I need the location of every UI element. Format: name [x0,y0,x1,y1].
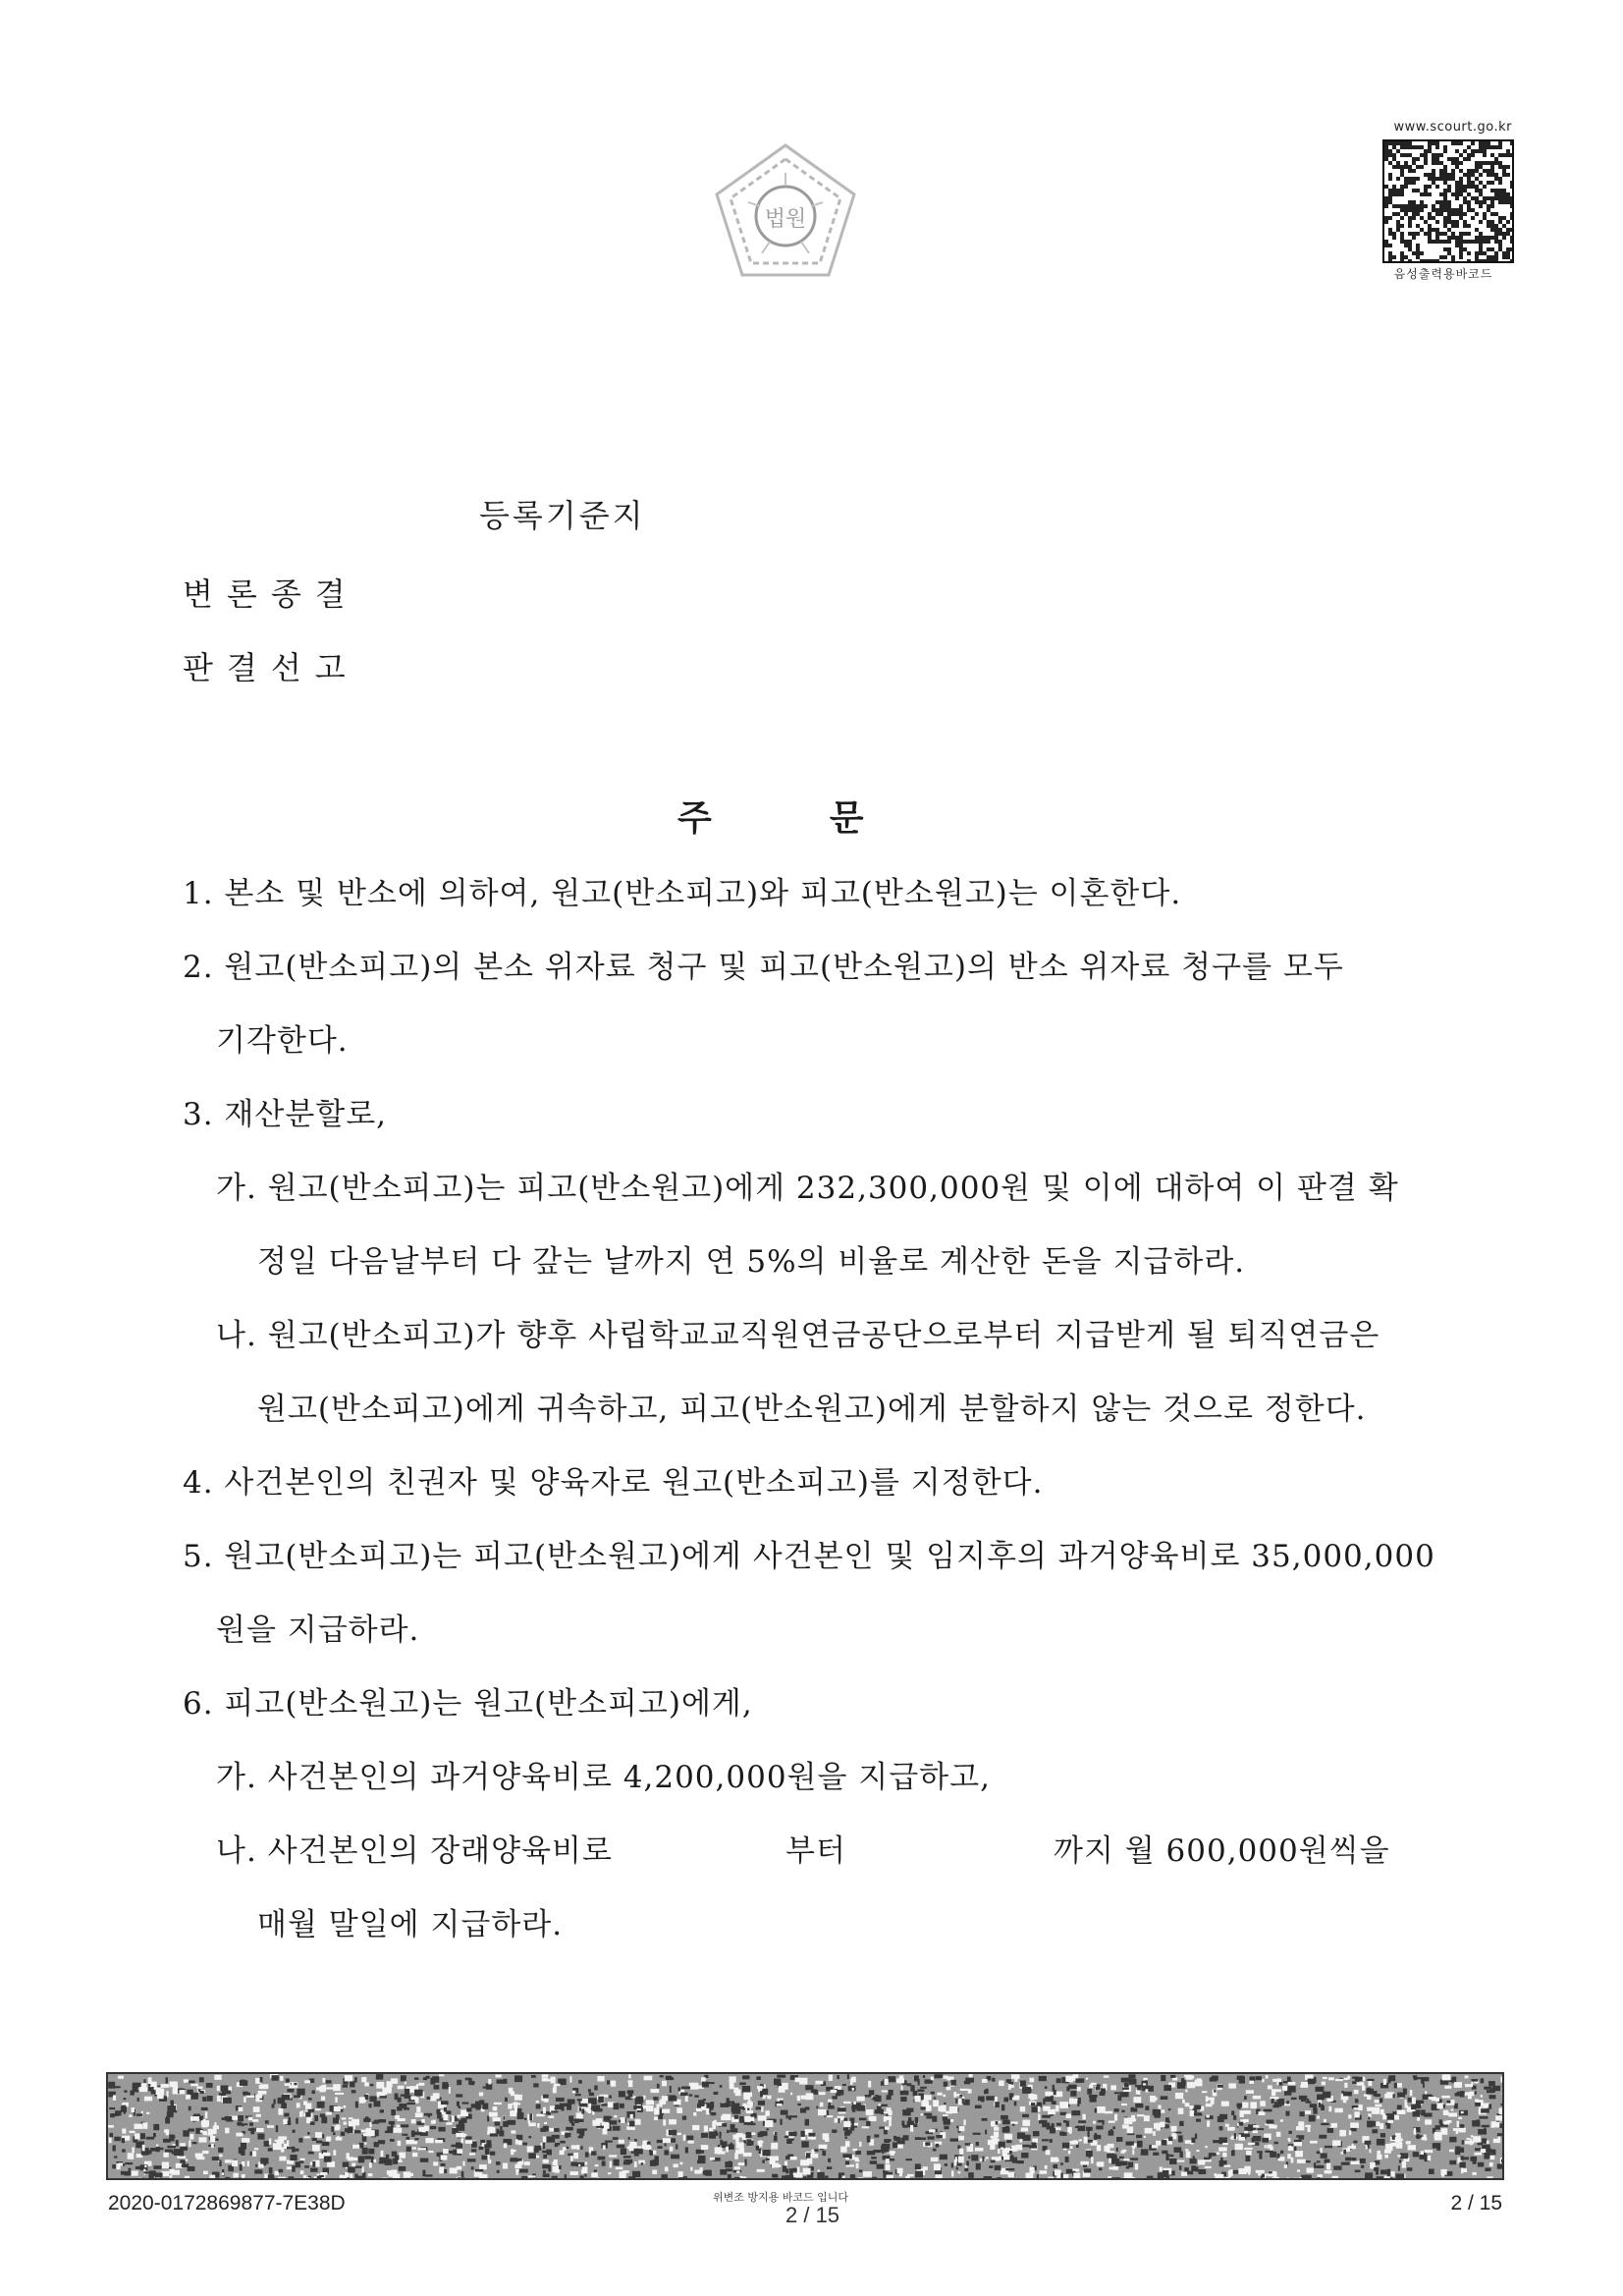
order-line: 기각한다. [216,1023,349,1059]
document-id: 2020-0172869877-7E38D [108,2192,346,2214]
page-number-right: 2 / 15 [1450,2192,1502,2214]
order-line: 나. 사건본인의 장래양육비로 [216,1833,613,1869]
order-line: 가. 원고(반소피고)는 피고(반소원고)에게 232,300,000원 및 이에 대하여 이 판결 확 [216,1171,1399,1206]
order-line: 매월 말일에 지급하라. [257,1907,564,1942]
order-line: 나. 원고(반소피고)가 향후 사립학교교직원연금공단으로부터 지급받게 될 퇴직연금은 [216,1318,1380,1353]
registration-standard-label: 등록기준지 [479,497,646,534]
order-heading-left: 주 [677,797,712,839]
order-line-fragment: 부터 [785,1833,846,1869]
order-line: 6. 피고(반소원고)는 원고(반소피고)에게, [183,1686,753,1722]
seal-text: 법원 [764,207,807,232]
order-line: 4. 사건본인의 친권자 및 양육자로 원고(반소피고)를 지정한다. [183,1465,1044,1501]
order-line: 원을 지급하라. [216,1613,420,1648]
order-heading-right: 문 [829,797,864,839]
judgment-pronounce-label: 판결선고 [183,649,359,686]
security-pattern-strip [106,2072,1504,2180]
order-line-fragment: 까지 월 600,000원씩을 [1054,1833,1390,1869]
qr-caption: 음성출력용바코드 [1393,267,1493,281]
order-line: 원고(반소피고)에게 귀속하고, 피고(반소원고)에게 분할하지 않는 것으로 정한다. [257,1392,1367,1427]
order-line: 5. 원고(반소피고)는 피고(반소원고)에게 사건본인 및 임지후의 과거양육비로 35,000,000 [183,1539,1435,1574]
anti-forgery-note: 위변조 방지용 바코드 입니다 [713,2191,849,2204]
order-line: 가. 사건본인의 과거양육비로 4,200,000원을 지급하고, [216,1760,991,1795]
order-line: 3. 재산분할로, [183,1097,388,1132]
qr-url-text: www.scourt.go.kr [1393,120,1512,135]
order-heading [677,791,864,841]
qr-code [1382,139,1514,263]
page-number-center: 2 / 15 [785,2203,840,2227]
order-line: 1. 본소 및 반소에 의하여, 원고(반소피고)와 피고(반소원고)는 이혼한다. [183,876,1182,911]
order-line: 2. 원고(반소피고)의 본소 위자료 청구 및 피고(반소원고)의 반소 위자료 청구를 모두 [183,950,1344,985]
order-line: 정일 다음날부터 다 갚는 날까지 연 5%의 비율로 계산한 돈을 지급하라. [257,1244,1246,1280]
court-seal-logo [707,137,864,295]
argument-close-label: 변론종결 [183,575,359,613]
